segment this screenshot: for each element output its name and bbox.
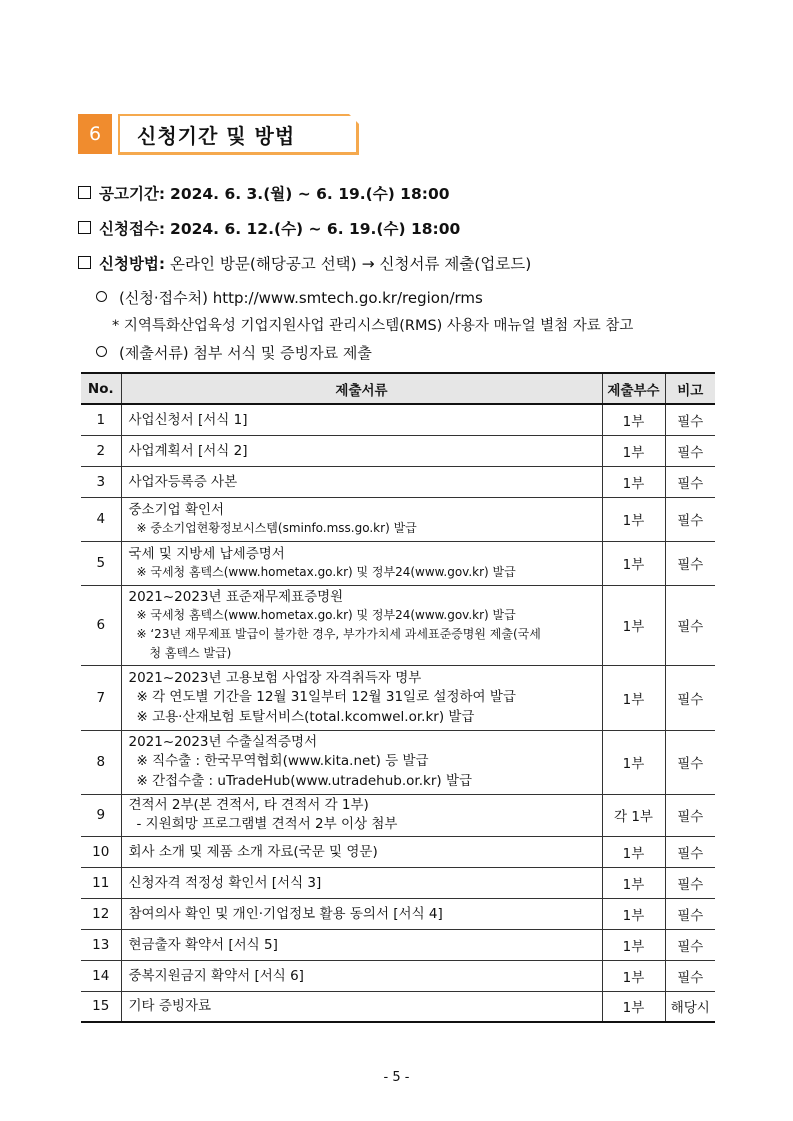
row-note: - 지원희망 프로그램별 견적서 2부 이상 첨부: [136, 816, 398, 832]
row-no: 4: [81, 497, 121, 541]
row-title-cell: [121, 665, 602, 730]
row-note: 청 홈텍스 발급): [149, 646, 232, 660]
row-no: 7: [81, 665, 121, 730]
header-copies: 제출부수: [602, 373, 665, 404]
row-copies: 1부: [602, 836, 665, 867]
row-copies: 각 1부: [602, 794, 665, 836]
row-note: ※ 중소기업현황정보시스템(sminfo.mss.go.kr) 발급: [136, 520, 417, 535]
row-no: 12: [81, 898, 121, 929]
row-copies: 1부: [602, 960, 665, 991]
row-remark: 필수: [665, 404, 715, 435]
table-row: [81, 435, 715, 466]
section-number: 6: [78, 114, 112, 154]
row-title: 사업자등록증 사본: [121, 466, 602, 497]
table-row: [81, 497, 715, 541]
row-title: 중복지원금지 확약서 [서식 6]: [121, 960, 602, 991]
submission-site-line: [96, 287, 483, 308]
row-title-cell: [121, 730, 602, 794]
row-no: 8: [81, 730, 121, 794]
row-no: 6: [81, 585, 121, 665]
application-period-line: [78, 217, 460, 239]
table-header-row: [81, 373, 715, 404]
table-row: [81, 867, 715, 898]
table-row: [81, 466, 715, 497]
table-row: [81, 898, 715, 929]
table-row: [81, 404, 715, 435]
row-title-cell: [121, 497, 602, 541]
row-note: ※ 고용·산재보험 토탈서비스(total.kcomwel.or.kr) 발급: [136, 708, 475, 725]
row-copies: 1부: [602, 867, 665, 898]
row-remark: 필수: [665, 836, 715, 867]
row-title: 견적서 2부(본 견적서, 타 견적서 각 1부): [128, 797, 369, 813]
row-title-cell: [121, 794, 602, 836]
row-copies: 1부: [602, 466, 665, 497]
row-title: 회사 소개 및 제품 소개 자료(국문 및 영문): [121, 836, 602, 867]
section-title-fold: [349, 114, 359, 124]
row-remark: 필수: [665, 794, 715, 836]
row-title: 국세 및 지방세 납세증명서: [128, 545, 285, 562]
row-title: 2021~2023년 표준재무제표증명원: [128, 589, 344, 605]
application-method-value: 온라인 방문(해당공고 선택) → 신청서류 제출(업로드): [170, 255, 532, 273]
documents-line: [96, 342, 372, 363]
row-no: 14: [81, 960, 121, 991]
row-copies: 1부: [602, 898, 665, 929]
table-row: [81, 665, 715, 730]
row-title: 2021~2023년 수출실적증명서: [128, 734, 318, 750]
notice-period-value: 2024. 6. 3.(월) ~ 6. 19.(수) 18:00: [170, 185, 450, 203]
section-title: 신청기간 및 방법: [137, 124, 296, 148]
row-remark: 필수: [665, 898, 715, 929]
row-remark: 필수: [665, 497, 715, 541]
table-row: [81, 929, 715, 960]
checkbox-square-icon: [78, 256, 91, 269]
row-no: 9: [81, 794, 121, 836]
row-remark: 필수: [665, 929, 715, 960]
row-note: ※ 직수출 : 한국무역협회(www.kita.net) 등 발급: [136, 753, 429, 769]
row-title-cell: [121, 541, 602, 585]
row-no: 2: [81, 435, 121, 466]
application-period-value: 2024. 6. 12.(수) ~ 6. 19.(수) 18:00: [170, 220, 461, 238]
row-remark: 필수: [665, 665, 715, 730]
row-no: 3: [81, 466, 121, 497]
row-no: 11: [81, 867, 121, 898]
row-title: 신청자격 적정성 확인서 [서식 3]: [121, 867, 602, 898]
section-title-box: [118, 114, 359, 155]
row-remark: 필수: [665, 730, 715, 794]
row-title: 사업계획서 [서식 2]: [121, 435, 602, 466]
row-title-cell: [121, 585, 602, 665]
row-no: 5: [81, 541, 121, 585]
row-note: ※ 각 연도별 기간을 12월 31일부터 12월 31일로 설정하여 발급: [136, 688, 516, 705]
application-method-line: [78, 252, 531, 274]
row-note: ※ 간접수출 : uTradeHub(www.utradehub.or.kr) 발급: [136, 773, 473, 789]
row-no: 15: [81, 991, 121, 1022]
row-title: 사업신청서 [서식 1]: [121, 404, 602, 435]
row-copies: 1부: [602, 929, 665, 960]
checkbox-square-icon: [78, 186, 91, 199]
table-row: [81, 794, 715, 836]
header-remark: 비고: [665, 373, 715, 404]
row-copies: 1부: [602, 730, 665, 794]
documents-table: [81, 372, 715, 1023]
table-row: [81, 991, 715, 1022]
table-row: [81, 960, 715, 991]
row-no: 10: [81, 836, 121, 867]
row-remark: 필수: [665, 466, 715, 497]
row-title: 참여의사 확인 및 개인·기업정보 활용 동의서 [서식 4]: [121, 898, 602, 929]
row-title: 현금출자 확약서 [서식 5]: [121, 929, 602, 960]
circle-bullet-icon: [96, 291, 107, 302]
circle-bullet-icon: [96, 346, 107, 357]
row-note: ※ ‘23년 재무제표 발급이 불가한 경우, 부가가치세 과세표준증명원 제출(국세: [136, 627, 541, 641]
documents-text: (제출서류) 첨부 서식 및 증빙자료 제출: [119, 344, 372, 362]
header-docs: 제출서류: [121, 373, 602, 404]
row-copies: 1부: [602, 404, 665, 435]
submission-site-text: (신청·접수처) http://www.smtech.go.kr/region/rms: [119, 289, 483, 307]
submission-site-note: * 지역특화산업육성 기업지원사업 관리시스템(RMS) 사용자 매뉴얼 별첨 자료 참고: [112, 318, 634, 334]
checkbox-square-icon: [78, 221, 91, 234]
row-title: 중소기업 확인서: [128, 501, 225, 518]
row-copies: 1부: [602, 541, 665, 585]
row-copies: 1부: [602, 665, 665, 730]
header-no: No.: [81, 373, 121, 404]
row-remark: 필수: [665, 585, 715, 665]
notice-period-label: 공고기간:: [99, 185, 166, 203]
row-copies: 1부: [602, 585, 665, 665]
row-remark: 필수: [665, 960, 715, 991]
row-remark: 해당시: [665, 991, 715, 1022]
row-no: 1: [81, 404, 121, 435]
row-remark: 필수: [665, 541, 715, 585]
row-copies: 1부: [602, 435, 665, 466]
row-note: ※ 국세청 홈텍스(www.hometax.go.kr) 및 정부24(www.gov.kr) 발급: [136, 608, 516, 622]
notice-period-line: [78, 182, 450, 204]
row-title: 기타 증빙자료: [121, 991, 602, 1022]
row-note: ※ 국세청 홈텍스(www.hometax.go.kr) 및 정부24(www.gov.kr) 발급: [136, 564, 516, 579]
application-period-label: 신청접수:: [99, 220, 166, 238]
row-no: 13: [81, 929, 121, 960]
table-row: [81, 585, 715, 665]
table-row: [81, 541, 715, 585]
table-row: [81, 836, 715, 867]
row-remark: 필수: [665, 867, 715, 898]
row-title: 2021~2023년 고용보험 사업장 자격취득자 명부: [128, 669, 422, 686]
row-copies: 1부: [602, 497, 665, 541]
application-method-label: 신청방법:: [99, 255, 166, 273]
row-copies: 1부: [602, 991, 665, 1022]
page-number: - 5 -: [383, 1070, 410, 1085]
row-remark: 필수: [665, 435, 715, 466]
table-row: [81, 730, 715, 794]
